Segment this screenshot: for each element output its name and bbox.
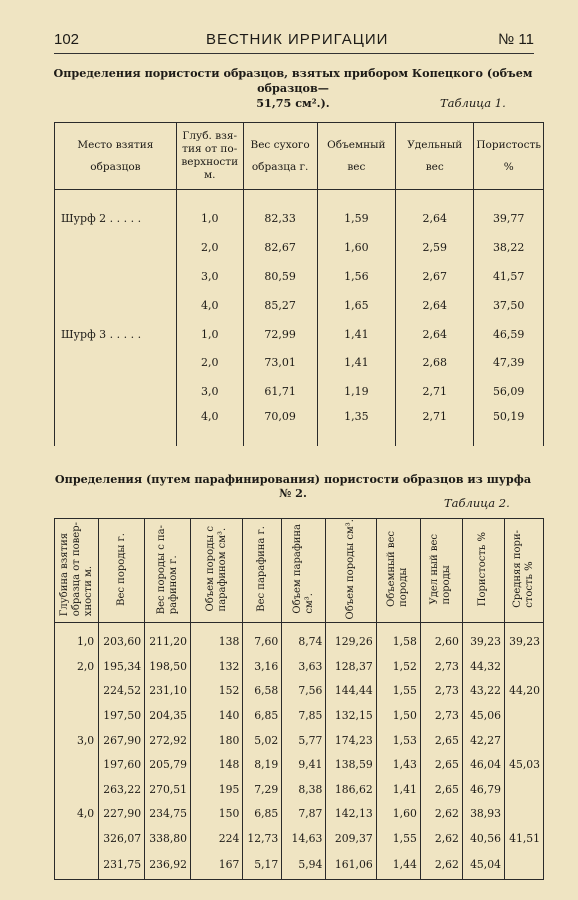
t2-cell: 338,80 [145, 826, 191, 851]
t2-cell: 5,17 [243, 851, 282, 880]
t2-cell: 211,20 [145, 623, 191, 654]
t2-header-line: Объем породы с [204, 526, 216, 612]
t2-cell: 3,16 [243, 654, 282, 679]
place-cell [55, 262, 177, 291]
t2-cell: 231,75 [99, 851, 145, 880]
t2-cell: 46,04 [462, 752, 504, 777]
t2-cell: 167 [191, 851, 243, 880]
t2-cell: 224 [191, 826, 243, 851]
volume-weight-cell: 1,59 [317, 190, 395, 233]
table-row [55, 406, 544, 446]
t2-col-header [191, 519, 243, 623]
t2-cell [504, 703, 543, 728]
t2-cell: 14,63 [282, 826, 326, 851]
t2-cell: 2,62 [420, 851, 462, 880]
t2-cell: 267,90 [99, 728, 145, 753]
t2-col-header [55, 519, 99, 623]
table2 [54, 518, 544, 880]
t2-cell: 7,29 [243, 777, 282, 802]
t2-header-line: Вес породы г. [115, 532, 127, 606]
place-cell [55, 377, 177, 406]
t2-cell: 1,41 [376, 777, 420, 802]
t2-cell: 272,92 [145, 728, 191, 753]
table-row [55, 679, 544, 704]
table-row [55, 291, 544, 320]
dry-weight-cell: 82,33 [243, 190, 317, 233]
t2-cell: 132,15 [326, 703, 376, 728]
t2-cell: 129,26 [326, 623, 376, 654]
t2-cell: 7,60 [243, 623, 282, 654]
t2-cell: 236,92 [145, 851, 191, 880]
t2-cell: 195 [191, 777, 243, 802]
t2-cell: 38,93 [462, 802, 504, 827]
t2-cell: 186,62 [326, 777, 376, 802]
table2-header-row [55, 519, 544, 623]
dry-weight-cell: 70,09 [243, 406, 317, 446]
table-row [55, 802, 544, 827]
t2-cell [55, 703, 99, 728]
t2-cell: 234,75 [145, 802, 191, 827]
t2-col-header [462, 519, 504, 623]
t2-header-line: хности м. [82, 566, 94, 617]
t2-cell: 44,20 [504, 679, 543, 704]
t2-cell: 138,59 [326, 752, 376, 777]
t2-cell: 2,73 [420, 654, 462, 679]
t2-cell: 2,73 [420, 679, 462, 704]
table-row [55, 262, 544, 291]
t2-col-header [420, 519, 462, 623]
porosity-cell: 50,19 [474, 406, 544, 446]
journal-title: ВЕСТНИК ИРРИГАЦИИ [206, 31, 389, 48]
place-cell: Шурф 2 . . . . . [55, 190, 177, 233]
t2-col-header [243, 519, 282, 623]
volume-weight-cell: 1,19 [317, 377, 395, 406]
volume-weight-cell: 1,60 [317, 233, 395, 262]
table1-header-row [55, 123, 544, 190]
place-cell [55, 291, 177, 320]
t2-cell: 7,85 [282, 703, 326, 728]
table-row [55, 703, 544, 728]
t2-cell: 140 [191, 703, 243, 728]
dry-weight-cell: 80,59 [243, 262, 317, 291]
t2-cell: 41,51 [504, 826, 543, 851]
table-row [55, 777, 544, 802]
t2-header-line: Удел ный вес [429, 533, 441, 605]
t2-cell: 6,85 [243, 802, 282, 827]
t2-cell: 43,22 [462, 679, 504, 704]
table2-body [55, 623, 544, 879]
porosity-cell: 38,22 [474, 233, 544, 262]
t2-cell: 227,90 [99, 802, 145, 827]
t2-cell: 174,23 [326, 728, 376, 753]
specific-weight-cell: 2,71 [396, 377, 474, 406]
volume-weight-cell: 1,65 [317, 291, 395, 320]
t2-cell: 132 [191, 654, 243, 679]
place-cell [55, 233, 177, 262]
t2-header-line: см³. [303, 593, 315, 614]
t2-header-line: парафином см³. [216, 528, 228, 612]
volume-weight-cell: 1,41 [317, 348, 395, 377]
t2-cell: 326,07 [99, 826, 145, 851]
t2-col-header [145, 519, 191, 623]
depth-cell: 3,0 [176, 262, 243, 291]
t2-cell: 44,32 [462, 654, 504, 679]
t2-cell: 8,38 [282, 777, 326, 802]
t2-header-line: образца от повер- [70, 522, 82, 617]
t2-cell: 9,41 [282, 752, 326, 777]
t2-cell: 39,23 [504, 623, 543, 654]
table1-label: Таблица 1. [440, 96, 506, 110]
table-row [55, 826, 544, 851]
t2-cell [504, 851, 543, 880]
t2-col-header [282, 519, 326, 623]
t2-cell: 3,63 [282, 654, 326, 679]
t2-cell: 4,0 [55, 802, 99, 827]
specific-weight-cell: 2,64 [396, 190, 474, 233]
table-row [55, 728, 544, 753]
table-row [55, 320, 544, 349]
specific-weight-cell: 2,64 [396, 320, 474, 349]
t2-cell: 144,44 [326, 679, 376, 704]
t2-cell: 6,58 [243, 679, 282, 704]
place-cell [55, 406, 177, 446]
t2-cell: 42,27 [462, 728, 504, 753]
dry-weight-cell: 82,67 [243, 233, 317, 262]
running-header [54, 31, 534, 54]
t2-cell: 180 [191, 728, 243, 753]
porosity-cell: 46,59 [474, 320, 544, 349]
t1-col-volume-weight: Объемный вес [317, 123, 395, 190]
t2-cell: 152 [191, 679, 243, 704]
table1-body [55, 190, 544, 447]
t2-cell [55, 752, 99, 777]
t2-cell: 1,58 [376, 623, 420, 654]
volume-weight-cell: 1,56 [317, 262, 395, 291]
t2-cell: 198,50 [145, 654, 191, 679]
t2-cell: 5,02 [243, 728, 282, 753]
depth-cell: 1,0 [176, 320, 243, 349]
depth-cell: 1,0 [176, 190, 243, 233]
t2-cell: 2,60 [420, 623, 462, 654]
t2-cell [55, 777, 99, 802]
t2-cell: 161,06 [326, 851, 376, 880]
t1-col-specific-weight: Удельный вес [396, 123, 474, 190]
dry-weight-cell: 73,01 [243, 348, 317, 377]
t2-cell: 195,34 [99, 654, 145, 679]
t1-col-porosity: Пористость % [474, 123, 544, 190]
t2-header-line: Средняя пори- [511, 530, 523, 609]
t2-header-line: Объемный вес [386, 531, 398, 608]
t2-header-line: стость % [523, 561, 535, 609]
t2-header-line: Вес породы с па- [155, 524, 167, 614]
t2-cell: 40,56 [462, 826, 504, 851]
t2-header-line: Вес парафина г. [256, 526, 268, 613]
depth-cell: 2,0 [176, 348, 243, 377]
table1-title-line2: 51,75 см².). [256, 96, 330, 110]
t2-cell: 2,65 [420, 752, 462, 777]
t2-cell: 203,60 [99, 623, 145, 654]
t2-cell: 2,62 [420, 826, 462, 851]
t1-col-depth: Глуб. взя- тия от по- верхности м. [176, 123, 243, 190]
t2-col-header [99, 519, 145, 623]
table1-title-line1: Определения пористости образцов, взятых прибором Копецкого (объем образцов— [53, 66, 533, 95]
table-row [55, 623, 544, 654]
t2-cell: 205,79 [145, 752, 191, 777]
t2-cell: 263,22 [99, 777, 145, 802]
table-row [55, 190, 544, 233]
t2-col-header [376, 519, 420, 623]
t2-cell: 197,50 [99, 703, 145, 728]
depth-cell: 2,0 [176, 233, 243, 262]
t2-cell: 224,52 [99, 679, 145, 704]
t2-header-line: рафином г. [167, 554, 179, 614]
t2-cell: 142,13 [326, 802, 376, 827]
t2-cell: 3,0 [55, 728, 99, 753]
place-cell [55, 348, 177, 377]
page-number: 102 [54, 31, 80, 48]
t2-cell [504, 728, 543, 753]
t2-header-line: Объем парафина [291, 524, 303, 614]
porosity-cell: 41,57 [474, 262, 544, 291]
table1 [54, 122, 544, 446]
t2-cell: 12,73 [243, 826, 282, 851]
t2-cell [504, 654, 543, 679]
issue-number: № 11 [498, 31, 534, 48]
t2-cell: 45,04 [462, 851, 504, 880]
porosity-cell: 56,09 [474, 377, 544, 406]
t1-col-place: Место взятия образцов [55, 123, 177, 190]
t2-cell: 5,77 [282, 728, 326, 753]
t2-cell: 1,50 [376, 703, 420, 728]
t2-header-line: Глубина взятия [58, 533, 70, 617]
depth-cell: 4,0 [176, 406, 243, 446]
t2-cell: 1,55 [376, 826, 420, 851]
porosity-cell: 47,39 [474, 348, 544, 377]
t2-col-header [326, 519, 376, 623]
specific-weight-cell: 2,59 [396, 233, 474, 262]
t2-cell [55, 679, 99, 704]
depth-cell: 4,0 [176, 291, 243, 320]
depth-cell: 3,0 [176, 377, 243, 406]
dry-weight-cell: 72,99 [243, 320, 317, 349]
t2-cell: 1,44 [376, 851, 420, 880]
t2-cell: 2,65 [420, 728, 462, 753]
t2-cell [504, 802, 543, 827]
t2-cell: 1,0 [55, 623, 99, 654]
table-row [55, 348, 544, 377]
dry-weight-cell: 61,71 [243, 377, 317, 406]
dry-weight-cell: 85,27 [243, 291, 317, 320]
porosity-cell: 37,50 [474, 291, 544, 320]
table-row [55, 654, 544, 679]
t2-header-line: породы [398, 567, 410, 608]
table-row [55, 377, 544, 406]
t2-cell [55, 851, 99, 880]
specific-weight-cell: 2,64 [396, 291, 474, 320]
t2-cell: 6,85 [243, 703, 282, 728]
t2-cell: 2,73 [420, 703, 462, 728]
t2-cell: 150 [191, 802, 243, 827]
volume-weight-cell: 1,35 [317, 406, 395, 446]
t2-cell: 1,53 [376, 728, 420, 753]
specific-weight-cell: 2,71 [396, 406, 474, 446]
t2-header-line: породы [441, 565, 453, 605]
t2-cell: 148 [191, 752, 243, 777]
t2-cell: 204,35 [145, 703, 191, 728]
table-row [55, 752, 544, 777]
t2-cell [55, 826, 99, 851]
t2-cell: 1,43 [376, 752, 420, 777]
t2-cell: 270,51 [145, 777, 191, 802]
t2-cell: 231,10 [145, 679, 191, 704]
table2-title: Определения (путем парафинирования) пористости образцов из шурфа № 2. [54, 472, 532, 500]
t2-cell: 2,62 [420, 802, 462, 827]
t1-col-dry-weight: Вес сухого образца г. [243, 123, 317, 190]
t2-cell: 1,55 [376, 679, 420, 704]
t2-cell: 138 [191, 623, 243, 654]
t2-cell: 1,60 [376, 802, 420, 827]
t2-cell: 209,37 [326, 826, 376, 851]
table2-label: Таблица 2. [444, 496, 510, 510]
t2-cell: 5,94 [282, 851, 326, 880]
t2-cell: 2,65 [420, 777, 462, 802]
t2-cell: 7,87 [282, 802, 326, 827]
t2-cell: 128,37 [326, 654, 376, 679]
t2-cell: 1,52 [376, 654, 420, 679]
t2-cell: 8,19 [243, 752, 282, 777]
specific-weight-cell: 2,67 [396, 262, 474, 291]
t2-col-header [504, 519, 543, 623]
t2-header-line: Объем породы см³. [345, 519, 357, 620]
t2-cell [504, 777, 543, 802]
t2-cell: 7,56 [282, 679, 326, 704]
porosity-cell: 39,77 [474, 190, 544, 233]
t2-cell: 45,03 [504, 752, 543, 777]
t2-cell: 45,06 [462, 703, 504, 728]
t2-cell: 8,74 [282, 623, 326, 654]
table-row [55, 851, 544, 880]
table-row [55, 233, 544, 262]
t2-cell: 39,23 [462, 623, 504, 654]
t2-cell: 197,60 [99, 752, 145, 777]
volume-weight-cell: 1,41 [317, 320, 395, 349]
t2-cell: 2,0 [55, 654, 99, 679]
t2-header-line: Пористость % [477, 532, 489, 607]
specific-weight-cell: 2,68 [396, 348, 474, 377]
t2-cell: 46,79 [462, 777, 504, 802]
place-cell: Шурф 3 . . . . . [55, 320, 177, 349]
